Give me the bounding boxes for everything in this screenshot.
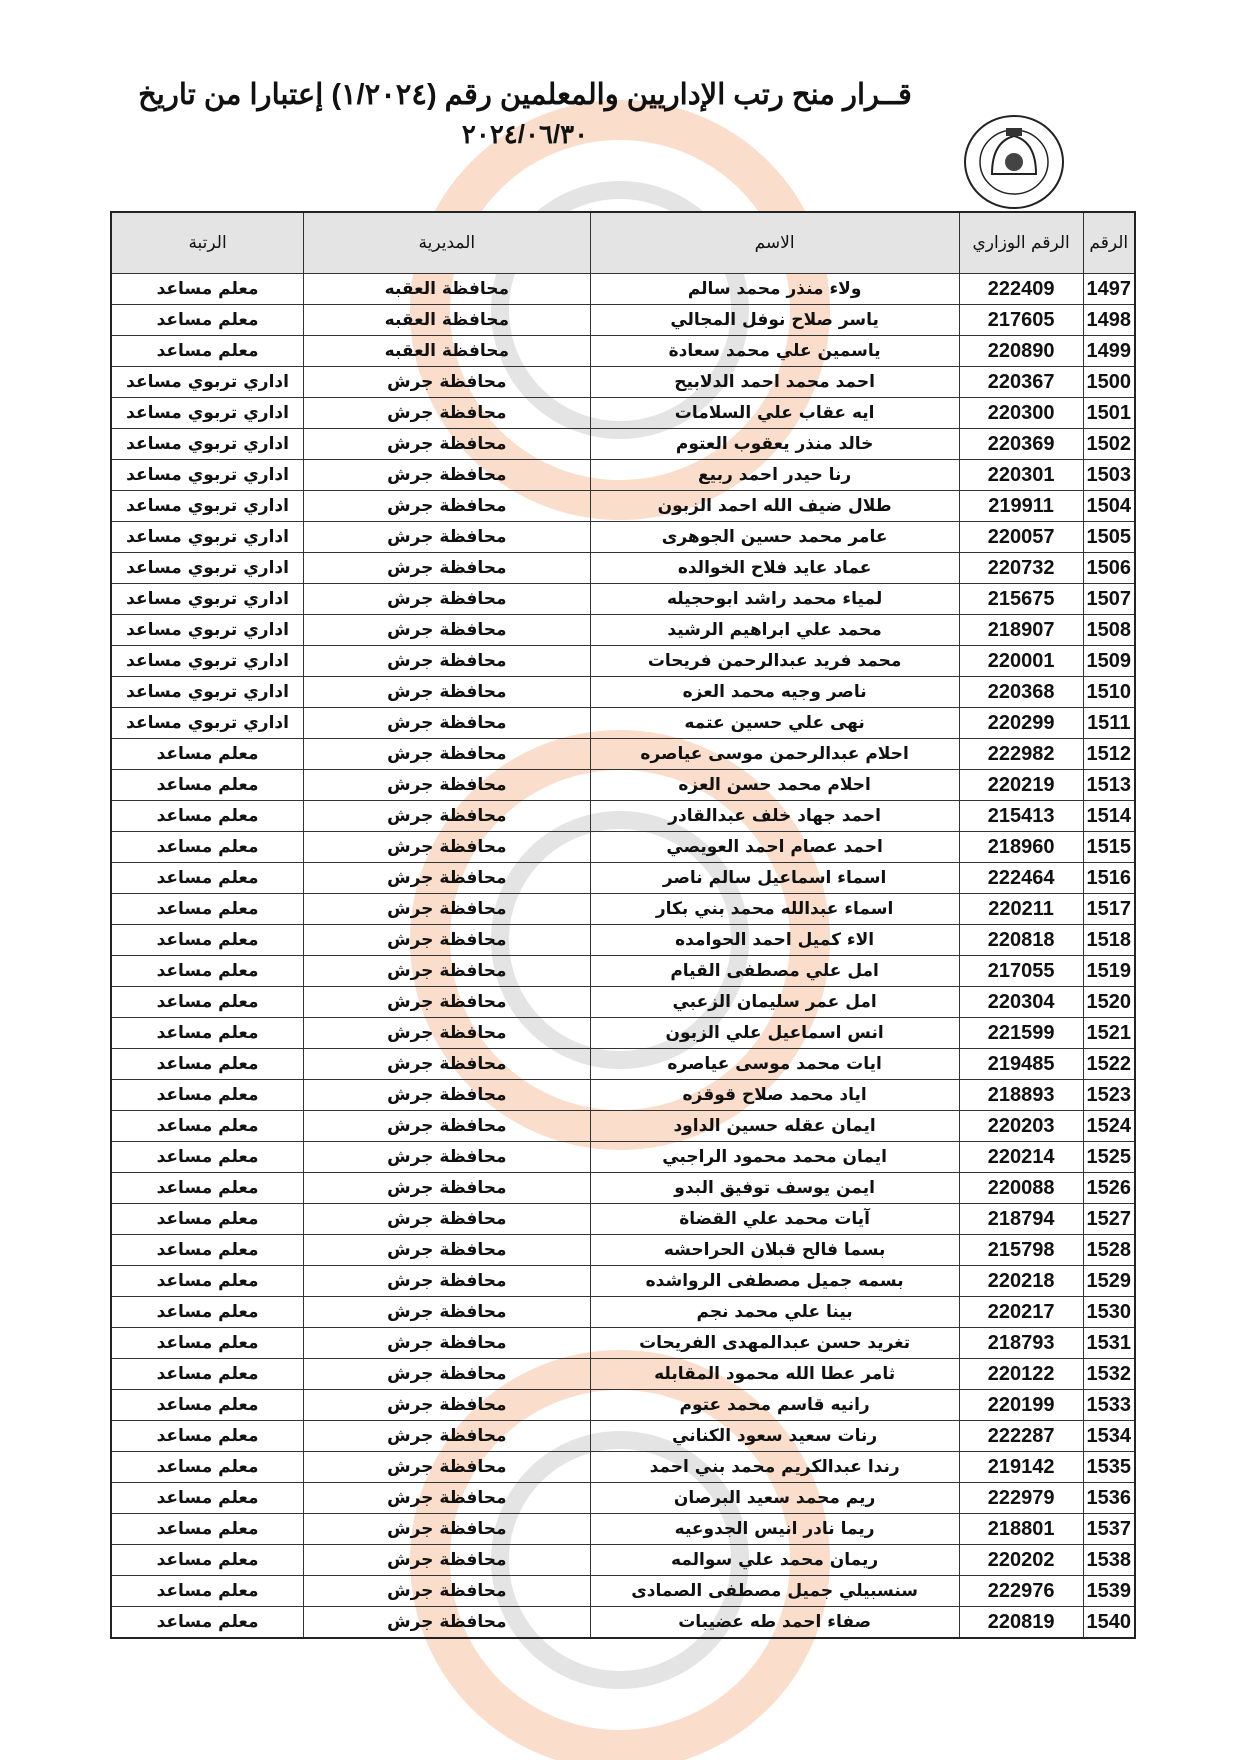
ministry-id-cell: 218794 — [959, 1204, 1083, 1235]
employee-name-cell: ريم محمد سعيد البرصان — [590, 1483, 959, 1514]
employee-name-cell: تغريد حسن عبدالمهدى الفريحات — [590, 1328, 959, 1359]
rank-cell: معلم مساعد — [111, 1545, 304, 1576]
directorate-cell: محافظة جرش — [304, 770, 590, 801]
ministry-id-cell: 222979 — [959, 1483, 1083, 1514]
directorate-cell: محافظة جرش — [304, 553, 590, 584]
row-number-cell: 1498 — [1083, 305, 1135, 336]
rank-cell: معلم مساعد — [111, 739, 304, 770]
employee-name-cell: رانيه قاسم محمد عتوم — [590, 1390, 959, 1421]
row-number-cell: 1513 — [1083, 770, 1135, 801]
employee-name-cell: ايمان عقله حسين الداود — [590, 1111, 959, 1142]
employee-name-cell: صفاء احمد طه عضيبات — [590, 1607, 959, 1639]
ministry-id-cell: 217605 — [959, 305, 1083, 336]
row-number-cell: 1497 — [1083, 274, 1135, 305]
row-number-cell: 1505 — [1083, 522, 1135, 553]
ministry-id-cell: 220368 — [959, 677, 1083, 708]
table-row — [111, 615, 1135, 646]
row-number-cell: 1539 — [1083, 1576, 1135, 1607]
row-number-cell: 1525 — [1083, 1142, 1135, 1173]
rank-cell: معلم مساعد — [111, 1080, 304, 1111]
employee-name-cell: الاء كميل احمد الحوامده — [590, 925, 959, 956]
ministry-id-cell: 222409 — [959, 274, 1083, 305]
table-row — [111, 274, 1135, 305]
directorate-cell: محافظة جرش — [304, 1421, 590, 1452]
table-row — [111, 1390, 1135, 1421]
directorate-cell: محافظة جرش — [304, 1328, 590, 1359]
row-number-cell: 1510 — [1083, 677, 1135, 708]
employee-name-cell: ايات محمد موسى عياصره — [590, 1049, 959, 1080]
directorate-cell: محافظة جرش — [304, 1452, 590, 1483]
ministry-id-cell: 220001 — [959, 646, 1083, 677]
ministry-id-cell: 220211 — [959, 894, 1083, 925]
ministry-id-cell: 215798 — [959, 1235, 1083, 1266]
document-date: ٢٠٢٤/٠٦/٣٠ — [461, 119, 589, 149]
ministry-id-cell: 220369 — [959, 429, 1083, 460]
rank-cell: اداري تربوي مساعد — [111, 398, 304, 429]
employee-name-cell: ولاء منذر محمد سالم — [590, 274, 959, 305]
employee-name-cell: آيات محمد علي القضاة — [590, 1204, 959, 1235]
employee-name-cell: محمد علي ابراهيم الرشيد — [590, 615, 959, 646]
employee-name-cell: ايمن يوسف توفيق البدو — [590, 1173, 959, 1204]
employee-name-cell: ريمان محمد علي سوالمه — [590, 1545, 959, 1576]
row-number-cell: 1522 — [1083, 1049, 1135, 1080]
rank-cell: معلم مساعد — [111, 956, 304, 987]
directorate-cell: محافظة جرش — [304, 1173, 590, 1204]
ministry-id-cell: 222982 — [959, 739, 1083, 770]
directorate-cell: محافظة جرش — [304, 1018, 590, 1049]
employee-name-cell: نهى علي حسين عتمه — [590, 708, 959, 739]
ministry-id-cell: 218893 — [959, 1080, 1083, 1111]
table-row — [111, 398, 1135, 429]
rank-cell: معلم مساعد — [111, 1359, 304, 1390]
rank-cell: معلم مساعد — [111, 1018, 304, 1049]
row-number-cell: 1534 — [1083, 1421, 1135, 1452]
row-number-cell: 1524 — [1083, 1111, 1135, 1142]
row-number-cell: 1508 — [1083, 615, 1135, 646]
employee-name-cell: امل علي مصطفى القيام — [590, 956, 959, 987]
table-row — [111, 1235, 1135, 1266]
row-number-cell: 1507 — [1083, 584, 1135, 615]
rank-cell: معلم مساعد — [111, 1328, 304, 1359]
table-body — [111, 274, 1135, 1639]
employee-name-cell: طلال ضيف الله احمد الزبون — [590, 491, 959, 522]
ministry-id-cell: 220890 — [959, 336, 1083, 367]
ranks-table — [110, 211, 1136, 1639]
directorate-cell: محافظة جرش — [304, 987, 590, 1018]
table-row — [111, 770, 1135, 801]
rank-cell: معلم مساعد — [111, 274, 304, 305]
ministry-id-cell: 215413 — [959, 801, 1083, 832]
ministry-id-cell: 222287 — [959, 1421, 1083, 1452]
rank-cell: اداري تربوي مساعد — [111, 584, 304, 615]
rank-cell: معلم مساعد — [111, 863, 304, 894]
rank-cell: معلم مساعد — [111, 1049, 304, 1080]
ministry-id-cell: 220819 — [959, 1607, 1083, 1639]
ministry-id-cell: 221599 — [959, 1018, 1083, 1049]
row-number-cell: 1506 — [1083, 553, 1135, 584]
directorate-cell: محافظة جرش — [304, 398, 590, 429]
employee-name-cell: اياد محمد صلاح قوقزه — [590, 1080, 959, 1111]
column-header-rank: الرتبة — [111, 212, 304, 274]
directorate-cell: محافظة جرش — [304, 1235, 590, 1266]
directorate-cell: محافظة جرش — [304, 522, 590, 553]
ministry-id-cell: 220301 — [959, 460, 1083, 491]
employee-name-cell: بينا علي محمد نجم — [590, 1297, 959, 1328]
rank-cell: اداري تربوي مساعد — [111, 429, 304, 460]
table-row — [111, 1111, 1135, 1142]
rank-cell: اداري تربوي مساعد — [111, 646, 304, 677]
employee-name-cell: عماد عايد فلاح الخوالده — [590, 553, 959, 584]
row-number-cell: 1512 — [1083, 739, 1135, 770]
row-number-cell: 1529 — [1083, 1266, 1135, 1297]
directorate-cell: محافظة جرش — [304, 894, 590, 925]
employee-name-cell: محمد فريد عبدالرحمن فريحات — [590, 646, 959, 677]
table-row — [111, 956, 1135, 987]
column-header-directorate: المديرية — [304, 212, 590, 274]
directorate-cell: محافظة جرش — [304, 1266, 590, 1297]
table-row — [111, 1607, 1135, 1639]
directorate-cell: محافظة جرش — [304, 925, 590, 956]
column-header-ministry-id: الرقم الوزاري — [959, 212, 1083, 274]
row-number-cell: 1500 — [1083, 367, 1135, 398]
row-number-cell: 1516 — [1083, 863, 1135, 894]
table-row — [111, 336, 1135, 367]
table-row — [111, 1080, 1135, 1111]
ministry-id-cell: 220300 — [959, 398, 1083, 429]
employee-name-cell: بسما فالح قبلان الحراحشه — [590, 1235, 959, 1266]
employee-name-cell: ايه عقاب علي السلامات — [590, 398, 959, 429]
directorate-cell: محافظة جرش — [304, 584, 590, 615]
table-header-row — [111, 212, 1135, 274]
table-row — [111, 894, 1135, 925]
table-row — [111, 1266, 1135, 1297]
directorate-cell: محافظة جرش — [304, 1483, 590, 1514]
employee-name-cell: بسمه جميل مصطفى الرواشده — [590, 1266, 959, 1297]
table-row — [111, 1421, 1135, 1452]
table-row — [111, 460, 1135, 491]
table-row — [111, 863, 1135, 894]
rank-cell: معلم مساعد — [111, 925, 304, 956]
directorate-cell: محافظة جرش — [304, 1576, 590, 1607]
ministry-id-cell: 220122 — [959, 1359, 1083, 1390]
employee-name-cell: امل عمر سليمان الزعبي — [590, 987, 959, 1018]
row-number-cell: 1535 — [1083, 1452, 1135, 1483]
table-row — [111, 1142, 1135, 1173]
rank-cell: معلم مساعد — [111, 1173, 304, 1204]
employee-name-cell: عامر محمد حسين الجوهرى — [590, 522, 959, 553]
table-row — [111, 1328, 1135, 1359]
employee-name-cell: ياسر صلاح نوفل المجالي — [590, 305, 959, 336]
ministry-id-cell: 220217 — [959, 1297, 1083, 1328]
table-row — [111, 801, 1135, 832]
table-row — [111, 1173, 1135, 1204]
rank-cell: معلم مساعد — [111, 1607, 304, 1639]
ministry-id-cell: 220214 — [959, 1142, 1083, 1173]
ministry-id-cell: 222464 — [959, 863, 1083, 894]
employee-name-cell: احمد محمد احمد الدلابيح — [590, 367, 959, 398]
ministry-id-cell: 217055 — [959, 956, 1083, 987]
table-row — [111, 1297, 1135, 1328]
employee-name-cell: ريما نادر انيس الجدوعيه — [590, 1514, 959, 1545]
rank-cell: معلم مساعد — [111, 1452, 304, 1483]
document-header — [90, 76, 960, 150]
ministry-seal-logo — [962, 112, 1066, 212]
rank-cell: معلم مساعد — [111, 1576, 304, 1607]
directorate-cell: محافظة جرش — [304, 1390, 590, 1421]
directorate-cell: محافظة جرش — [304, 460, 590, 491]
ministry-id-cell: 220299 — [959, 708, 1083, 739]
table-row — [111, 1545, 1135, 1576]
row-number-cell: 1501 — [1083, 398, 1135, 429]
table-row — [111, 739, 1135, 770]
directorate-cell: محافظة جرش — [304, 1545, 590, 1576]
directorate-cell: محافظة جرش — [304, 429, 590, 460]
ministry-id-cell: 220199 — [959, 1390, 1083, 1421]
ministry-id-cell: 219911 — [959, 491, 1083, 522]
row-number-cell: 1509 — [1083, 646, 1135, 677]
row-number-cell: 1536 — [1083, 1483, 1135, 1514]
row-number-cell: 1504 — [1083, 491, 1135, 522]
column-header-number: الرقم — [1083, 212, 1135, 274]
row-number-cell: 1521 — [1083, 1018, 1135, 1049]
table-row — [111, 367, 1135, 398]
rank-cell: معلم مساعد — [111, 770, 304, 801]
row-number-cell: 1540 — [1083, 1607, 1135, 1639]
table-row — [111, 1204, 1135, 1235]
table-row — [111, 987, 1135, 1018]
rank-cell: اداري تربوي مساعد — [111, 460, 304, 491]
rank-cell: اداري تربوي مساعد — [111, 708, 304, 739]
row-number-cell: 1527 — [1083, 1204, 1135, 1235]
ministry-id-cell: 220057 — [959, 522, 1083, 553]
rank-cell: معلم مساعد — [111, 1266, 304, 1297]
ministry-id-cell: 222976 — [959, 1576, 1083, 1607]
table-row — [111, 1049, 1135, 1080]
directorate-cell: محافظة جرش — [304, 1607, 590, 1639]
directorate-cell: محافظة جرش — [304, 1204, 590, 1235]
ministry-id-cell: 220304 — [959, 987, 1083, 1018]
employee-name-cell: احمد عصام احمد العويصي — [590, 832, 959, 863]
directorate-cell: محافظة جرش — [304, 1142, 590, 1173]
row-number-cell: 1538 — [1083, 1545, 1135, 1576]
table-row — [111, 1514, 1135, 1545]
rank-cell: معلم مساعد — [111, 1142, 304, 1173]
row-number-cell: 1530 — [1083, 1297, 1135, 1328]
rank-cell: معلم مساعد — [111, 832, 304, 863]
ministry-id-cell: 220818 — [959, 925, 1083, 956]
employee-name-cell: ياسمين علي محمد سعادة — [590, 336, 959, 367]
directorate-cell: محافظة جرش — [304, 1297, 590, 1328]
directorate-cell: محافظة جرش — [304, 677, 590, 708]
table-row — [111, 1576, 1135, 1607]
employee-name-cell: ايمان محمد محمود الراجبي — [590, 1142, 959, 1173]
ministry-id-cell: 218793 — [959, 1328, 1083, 1359]
rank-cell: معلم مساعد — [111, 801, 304, 832]
directorate-cell: محافظة جرش — [304, 739, 590, 770]
rank-cell: معلم مساعد — [111, 1483, 304, 1514]
rank-cell: معلم مساعد — [111, 894, 304, 925]
table-row — [111, 429, 1135, 460]
row-number-cell: 1517 — [1083, 894, 1135, 925]
directorate-cell: محافظة جرش — [304, 1080, 590, 1111]
rank-cell: اداري تربوي مساعد — [111, 615, 304, 646]
ministry-id-cell: 218801 — [959, 1514, 1083, 1545]
row-number-cell: 1520 — [1083, 987, 1135, 1018]
employee-name-cell: احلام عبدالرحمن موسى عياصره — [590, 739, 959, 770]
rank-cell: اداري تربوي مساعد — [111, 553, 304, 584]
row-number-cell: 1499 — [1083, 336, 1135, 367]
employee-name-cell: لمياء محمد راشد ابوحجيله — [590, 584, 959, 615]
row-number-cell: 1515 — [1083, 832, 1135, 863]
rank-cell: معلم مساعد — [111, 1421, 304, 1452]
rank-cell: معلم مساعد — [111, 1514, 304, 1545]
employee-name-cell: خالد منذر يعقوب العتوم — [590, 429, 959, 460]
table-row — [111, 584, 1135, 615]
employee-name-cell: رنا حيدر احمد ربيع — [590, 460, 959, 491]
directorate-cell: محافظة جرش — [304, 646, 590, 677]
row-number-cell: 1503 — [1083, 460, 1135, 491]
table-row — [111, 1359, 1135, 1390]
rank-cell: معلم مساعد — [111, 336, 304, 367]
rank-cell: معلم مساعد — [111, 987, 304, 1018]
row-number-cell: 1528 — [1083, 1235, 1135, 1266]
document-title: قــرار منح رتب الإداريين والمعلمين رقم (١/٢٠٢٤) إعتبارا من تاريخ — [138, 79, 912, 111]
employee-name-cell: اسماء عبدالله محمد بني بكار — [590, 894, 959, 925]
employee-name-cell: احمد جهاد خلف عبدالقادر — [590, 801, 959, 832]
rank-cell: معلم مساعد — [111, 1390, 304, 1421]
rank-cell: معلم مساعد — [111, 305, 304, 336]
table-row — [111, 1483, 1135, 1514]
rank-cell: معلم مساعد — [111, 1297, 304, 1328]
employee-name-cell: انس اسماعيل علي الزبون — [590, 1018, 959, 1049]
table-row — [111, 646, 1135, 677]
rank-cell: اداري تربوي مساعد — [111, 491, 304, 522]
ministry-id-cell: 220367 — [959, 367, 1083, 398]
table-row — [111, 1452, 1135, 1483]
table-row — [111, 1018, 1135, 1049]
table-row — [111, 677, 1135, 708]
directorate-cell: محافظة جرش — [304, 491, 590, 522]
rank-cell: معلم مساعد — [111, 1235, 304, 1266]
employee-name-cell: احلام محمد حسن العزه — [590, 770, 959, 801]
table-row — [111, 832, 1135, 863]
ministry-id-cell: 220203 — [959, 1111, 1083, 1142]
directorate-cell: محافظة جرش — [304, 1049, 590, 1080]
table-row — [111, 305, 1135, 336]
rank-cell: اداري تربوي مساعد — [111, 367, 304, 398]
table-row — [111, 522, 1135, 553]
directorate-cell: محافظة جرش — [304, 1514, 590, 1545]
table-row — [111, 925, 1135, 956]
directorate-cell: محافظة جرش — [304, 1359, 590, 1390]
row-number-cell: 1518 — [1083, 925, 1135, 956]
directorate-cell: محافظة جرش — [304, 801, 590, 832]
directorate-cell: محافظة العقبه — [304, 305, 590, 336]
ministry-id-cell: 218960 — [959, 832, 1083, 863]
ministry-id-cell: 220732 — [959, 553, 1083, 584]
directorate-cell: محافظة العقبه — [304, 336, 590, 367]
table-row — [111, 553, 1135, 584]
rank-cell: اداري تربوي مساعد — [111, 677, 304, 708]
employee-name-cell: سنسبيلي جميل مصطفى الصمادى — [590, 1576, 959, 1607]
directorate-cell: محافظة جرش — [304, 615, 590, 646]
column-header-name: الاسم — [590, 212, 959, 274]
row-number-cell: 1531 — [1083, 1328, 1135, 1359]
directorate-cell: محافظة جرش — [304, 863, 590, 894]
directorate-cell: محافظة جرش — [304, 1111, 590, 1142]
row-number-cell: 1523 — [1083, 1080, 1135, 1111]
ministry-id-cell: 220088 — [959, 1173, 1083, 1204]
employee-name-cell: ثامر عطا الله محمود المقابله — [590, 1359, 959, 1390]
ministry-id-cell: 218907 — [959, 615, 1083, 646]
ministry-id-cell: 219485 — [959, 1049, 1083, 1080]
ministry-id-cell: 220218 — [959, 1266, 1083, 1297]
row-number-cell: 1533 — [1083, 1390, 1135, 1421]
employee-name-cell: اسماء اسماعيل سالم ناصر — [590, 863, 959, 894]
row-number-cell: 1514 — [1083, 801, 1135, 832]
directorate-cell: محافظة جرش — [304, 832, 590, 863]
ministry-id-cell: 215675 — [959, 584, 1083, 615]
row-number-cell: 1532 — [1083, 1359, 1135, 1390]
employee-name-cell: ناصر وجيه محمد العزه — [590, 677, 959, 708]
ministry-id-cell: 219142 — [959, 1452, 1083, 1483]
table-row — [111, 491, 1135, 522]
table-row — [111, 708, 1135, 739]
row-number-cell: 1519 — [1083, 956, 1135, 987]
row-number-cell: 1526 — [1083, 1173, 1135, 1204]
directorate-cell: محافظة العقبه — [304, 274, 590, 305]
row-number-cell: 1511 — [1083, 708, 1135, 739]
directorate-cell: محافظة جرش — [304, 367, 590, 398]
row-number-cell: 1537 — [1083, 1514, 1135, 1545]
directorate-cell: محافظة جرش — [304, 708, 590, 739]
employee-name-cell: رنات سعيد سعود الكناني — [590, 1421, 959, 1452]
rank-cell: معلم مساعد — [111, 1111, 304, 1142]
rank-cell: اداري تربوي مساعد — [111, 522, 304, 553]
rank-cell: معلم مساعد — [111, 1204, 304, 1235]
employee-name-cell: رندا عبدالكريم محمد بني احمد — [590, 1452, 959, 1483]
ministry-id-cell: 220219 — [959, 770, 1083, 801]
directorate-cell: محافظة جرش — [304, 956, 590, 987]
ministry-id-cell: 220202 — [959, 1545, 1083, 1576]
row-number-cell: 1502 — [1083, 429, 1135, 460]
